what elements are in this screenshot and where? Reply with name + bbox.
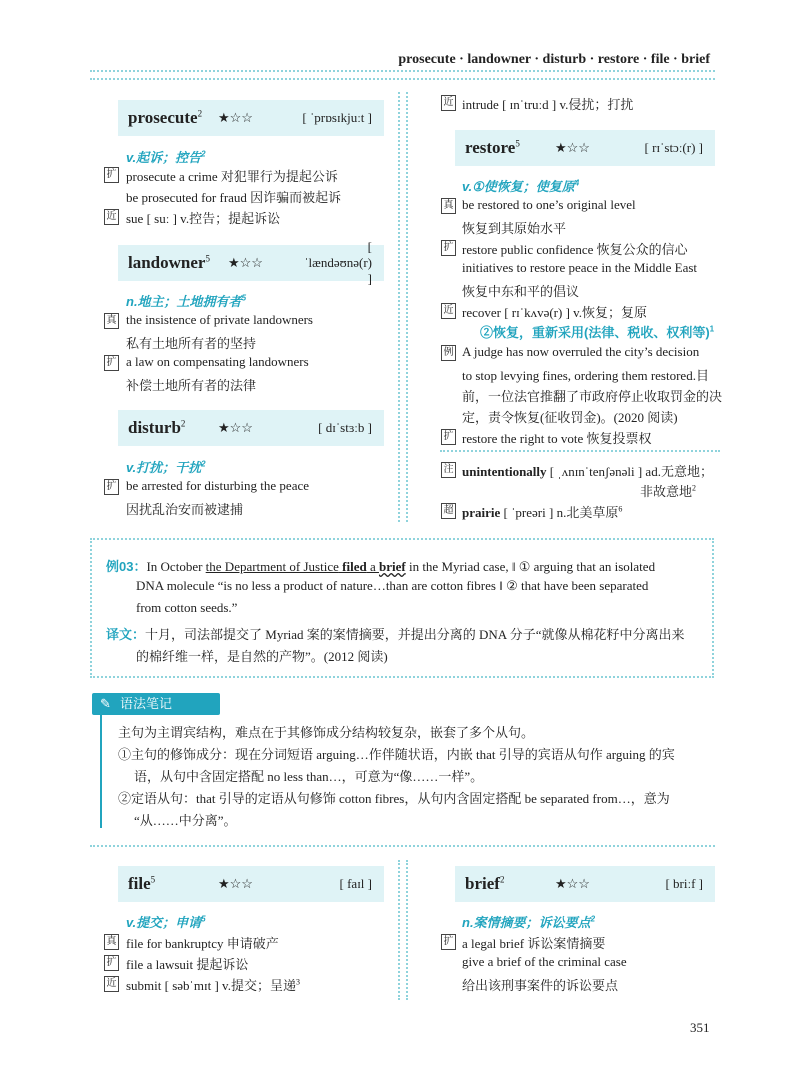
- entry-line: the insistence of private landowners: [126, 312, 313, 327]
- tag-icon: 例: [441, 345, 456, 361]
- tag-icon: 扩: [104, 355, 119, 371]
- section-rule: [90, 845, 715, 847]
- entry-line: give a brief of the criminal case: [462, 954, 627, 969]
- entry-line: 前，一位法官推翻了市政府停止收取罚金的决: [462, 389, 723, 404]
- entry-line: restore the right to vote 恢复投票权: [462, 431, 652, 446]
- headword: restore$^5$: [465, 138, 520, 157]
- translation-label: 译文：: [106, 627, 146, 642]
- headword: landowner$^5$: [128, 253, 210, 272]
- tag-icon: 扩: [104, 955, 119, 971]
- example-label: 例03：: [106, 559, 147, 574]
- entry-line: recover [ rɪˈkʌvə(r) ] v.恢复；复原: [462, 305, 648, 320]
- star-rating: ★☆☆: [218, 420, 253, 435]
- grammar-line: “从……中分离”。: [134, 813, 237, 828]
- tag-icon: 扩: [441, 934, 456, 950]
- entry-line: 定，责令恢复(征收罚金)。(2020 阅读): [462, 410, 678, 425]
- phonetic: [ rɪˈstɔː(r) ]: [644, 140, 703, 155]
- star-rating: ★☆☆: [555, 140, 590, 155]
- phonetic: [ ˈprɒsɪkjuːt ]: [302, 110, 372, 125]
- entry-line: 恢复中东和平的倡议: [462, 284, 580, 299]
- tag-icon: 近: [104, 976, 119, 992]
- note-line: prairie [ ˈpreəri ] n.北美草原$^6$: [462, 504, 623, 520]
- entry-line: a law on compensating landowners: [126, 354, 309, 369]
- entry-prosecute-header: [118, 100, 384, 136]
- headword: brief$^2$: [465, 874, 505, 893]
- part-of-speech-2: ②恢复，重新采用(法律、税收、权利等)$^1$: [480, 324, 715, 340]
- entry-line: to stop levying fines, ordering them restored.目: [462, 368, 709, 383]
- tag-icon: 注: [441, 462, 456, 478]
- entry-line: submit [ səbˈmɪt ] v.提交；呈递$^3$: [126, 977, 300, 993]
- tag-icon: 超: [441, 503, 456, 519]
- column-divider: [398, 92, 408, 522]
- part-of-speech: n.地主；土地拥有者$^5$: [126, 293, 247, 309]
- entry-disturb-header: [118, 410, 384, 446]
- phonetic: [ ˈlændəʊnə(r) ]: [304, 239, 372, 286]
- headword: disturb$^2$: [128, 418, 186, 437]
- note-line: unintentionally [ ˌʌnɪnˈtenʃənəli ] ad.无意地；: [462, 464, 713, 479]
- column-divider: [398, 860, 408, 1000]
- grammar-line: 主句为主谓宾结构，难点在于其修饰成分结构较复杂，嵌套了多个从句。: [118, 725, 535, 740]
- tag-icon: 真: [441, 198, 456, 214]
- part-of-speech: v.①使恢复；使复原$^4$: [462, 178, 580, 194]
- phonetic: [ faɪl ]: [339, 876, 372, 891]
- running-header: prosecute · landowner · disturb · restore · file · brief: [398, 52, 710, 67]
- entry-line: file for bankruptcy 申请破产: [126, 936, 279, 951]
- part-of-speech: v.起诉；控告$^2$: [126, 149, 206, 165]
- part-of-speech: v.提交；申请$^5$: [126, 914, 206, 930]
- tag-icon: 近: [441, 95, 456, 111]
- grammar-line: ②定语从句：that 引导的定语从句修饰 cotton fibres，从句内含固定搭配 be separated from…，意为: [118, 791, 670, 806]
- entry-line: 私有土地所有者的坚持: [126, 336, 257, 351]
- tag-icon: 扩: [441, 240, 456, 256]
- translation-line-2: 的棉纤维一样，是自然的产物”。(2012 阅读): [136, 649, 388, 664]
- star-rating: ★☆☆: [228, 255, 263, 270]
- entry-line: A judge has now overruled the city’s decision: [462, 344, 700, 359]
- entry-line: 因扰乱治安而被逮捕: [126, 502, 244, 517]
- tag-icon: 真: [104, 313, 119, 329]
- part-of-speech: n.案情摘要；诉讼要点$^2$: [462, 914, 596, 930]
- header-rule: [90, 70, 715, 80]
- entry-brief-header: [455, 866, 715, 902]
- headword: file$^5$: [128, 874, 156, 893]
- grammar-line: 语，从句中含固定搭配 no less than…，可意为“像……一样”。: [134, 769, 484, 784]
- tag-icon: 真: [104, 934, 119, 950]
- entry-line: restore public confidence 恢复公众的信心: [462, 242, 688, 257]
- example-line-2: DNA molecule “is no less a product of nature…than are cotton fibres ‖ ② that have been separated: [136, 578, 649, 593]
- pen-icon: ✎: [100, 696, 111, 711]
- entry-line: 恢复到其原始水平: [462, 221, 567, 236]
- translation-line-1: 译文：十月，司法部提交了 Myriad 案的案情摘要，并提出分离的 DNA 分子“就像从棉花籽中分离出来: [106, 627, 685, 642]
- example-line-3: from cotton seeds.”: [136, 600, 238, 615]
- part-of-speech: v.打扰；干扰$^2$: [126, 459, 206, 475]
- grammar-title: ✎ 语法笔记: [92, 693, 220, 715]
- tag-icon: 扩: [104, 479, 119, 495]
- phonetic: [ briːf ]: [665, 876, 703, 891]
- entry-file-header: [118, 866, 384, 902]
- star-rating: ★☆☆: [555, 876, 590, 891]
- entry-line: initiatives to restore peace in the Middle East: [462, 260, 698, 275]
- entry-line: file a lawsuit 提起诉讼: [126, 957, 249, 972]
- grammar-line: ①主句的修饰成分：现在分词短语 arguing…作伴随状语，内嵌 that 引导的宾语从句作 arguing 的宾: [118, 747, 675, 762]
- entry-line: intrude [ ɪnˈtruːd ] v.侵扰；打扰: [462, 97, 634, 112]
- entry-line: be restored to one’s original level: [462, 197, 636, 212]
- tag-icon: 扩: [104, 167, 119, 183]
- tag-icon: 近: [104, 209, 119, 225]
- tag-icon: 近: [441, 303, 456, 319]
- example-line-1: 例03：In October the Department of Justice filed a brief in the Myriad case, ‖ ① arguing that an isolated: [106, 559, 656, 574]
- entry-restore-header: [455, 130, 715, 166]
- entry-landowner-header: [118, 239, 384, 286]
- entry-line: be prosecuted for fraud 因诈骗而被起诉: [126, 190, 342, 205]
- tag-icon: 扩: [441, 429, 456, 445]
- phonetic: [ dɪˈstɜːb ]: [318, 420, 372, 435]
- entry-line: 补偿土地所有者的法律: [126, 378, 257, 393]
- section-rule: [440, 450, 720, 452]
- star-rating: ★☆☆: [218, 876, 253, 891]
- note-line: 非故意地$^2$: [640, 483, 697, 499]
- star-rating: ★☆☆: [218, 110, 253, 125]
- headword: prosecute$^2$: [128, 108, 203, 127]
- entry-line: prosecute a crime 对犯罪行为提起公诉: [126, 169, 338, 184]
- entry-line: 给出该刑事案件的诉讼要点: [462, 978, 619, 993]
- page-number: 351: [690, 1020, 710, 1035]
- entry-line: sue [ suː ] v.控告；提起诉讼: [126, 211, 281, 226]
- entry-line: be arrested for disturbing the peace: [126, 478, 310, 493]
- entry-line: a legal brief 诉讼案情摘要: [462, 936, 606, 951]
